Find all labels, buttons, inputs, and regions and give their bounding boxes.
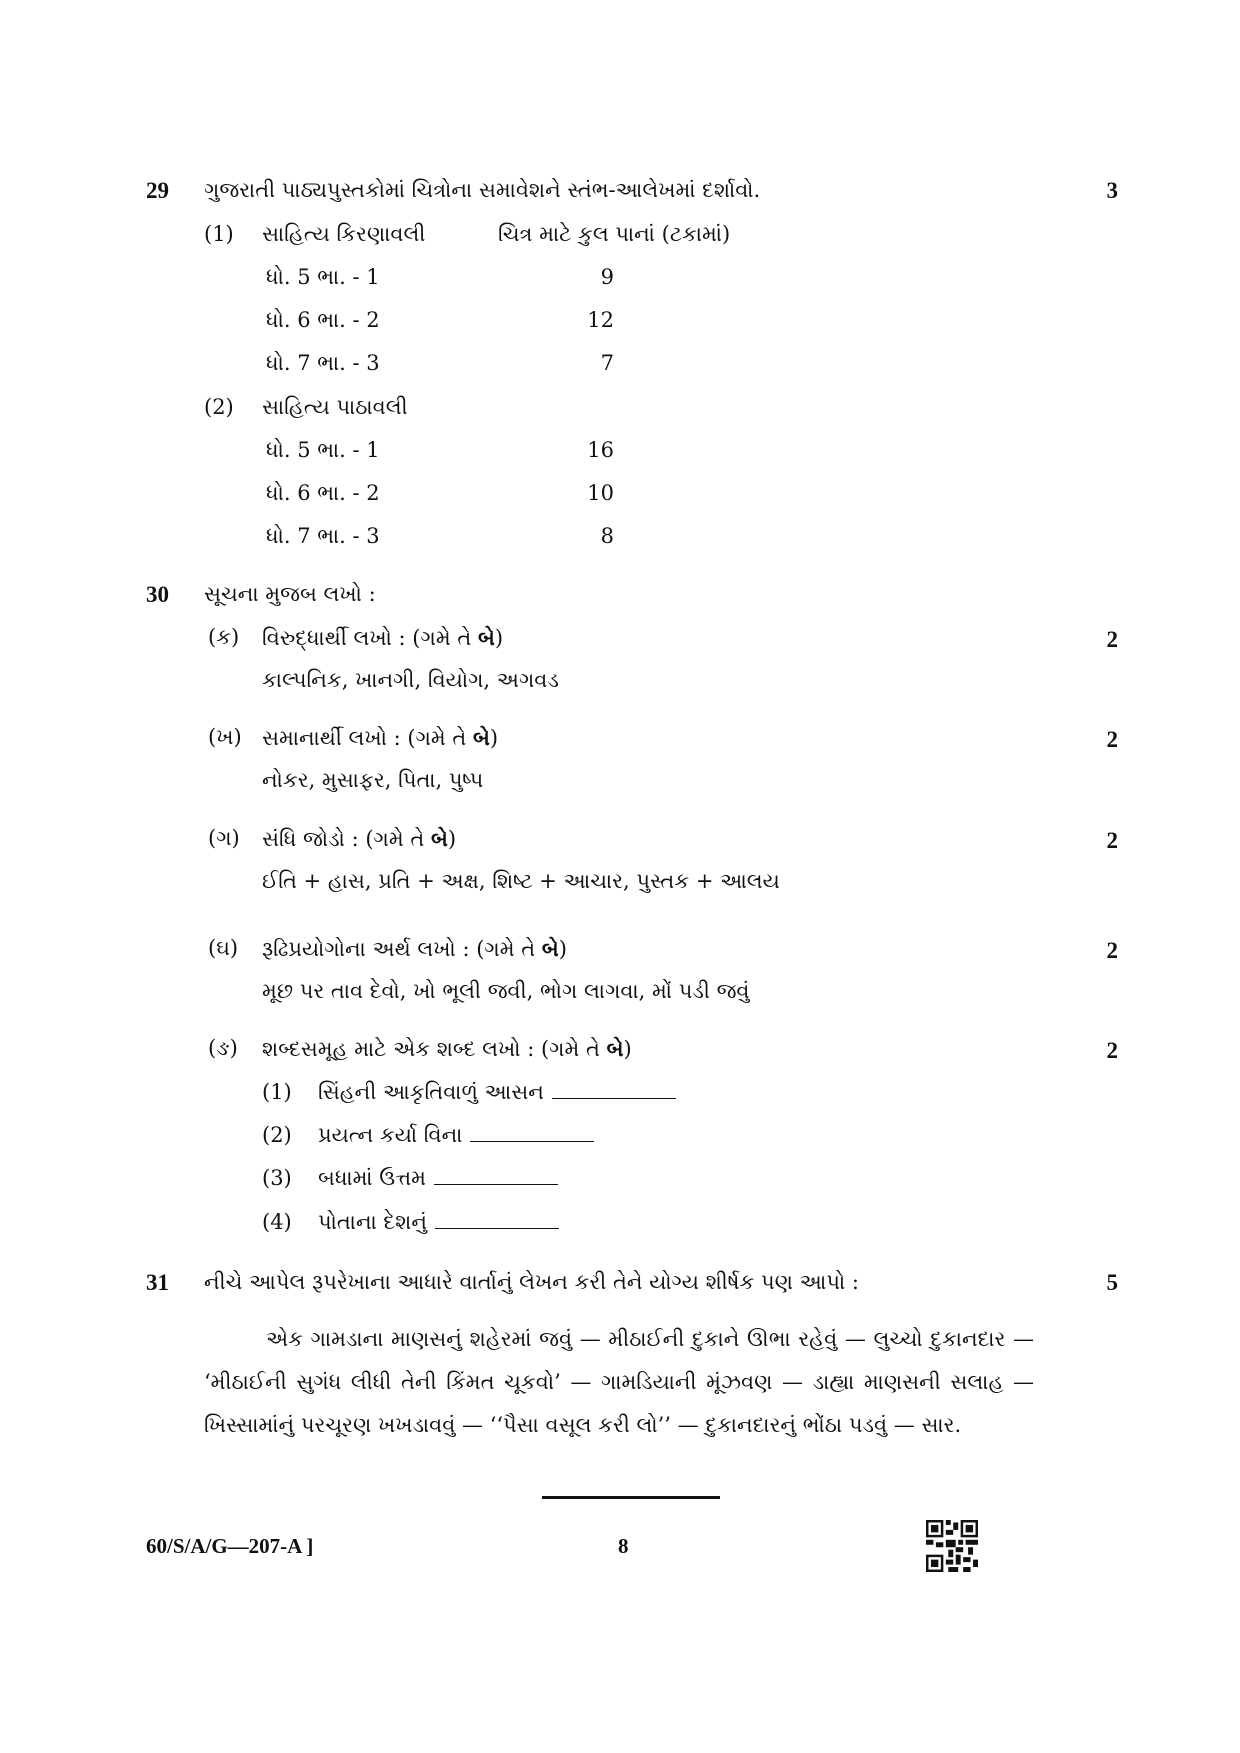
q29-g1-row-label: ધો. 7 ભા. - 3 <box>266 351 380 375</box>
q29-group2-index: (2) <box>204 395 234 419</box>
q29-group1-index: (1) <box>204 222 234 246</box>
q30-part-index: (ઘ) <box>208 936 239 960</box>
q30-sub-index: (3) <box>262 1166 292 1190</box>
q30-part-marks: 2 <box>1106 828 1118 853</box>
q30-part-prompt: સમાનાર્થી લખો : (ગમે તે બે) <box>262 725 499 750</box>
q29-marks: 3 <box>1106 178 1118 203</box>
q29-g1-row-value: 7 <box>600 351 614 375</box>
q30-sub-item: બધામાં ઉત્તમ <box>318 1166 558 1191</box>
q29-column-header: ચિત્ર માટે કુલ પાનાં (ટકામાં) <box>498 222 731 246</box>
q30-part-prompt: વિરુદ્ધાર્થી લખો : (ગમે તે બે) <box>262 625 504 650</box>
q30-part-prompt: સંધિ જોડો : (ગમે તે બે) <box>262 826 457 851</box>
answer-blank <box>435 1227 559 1229</box>
answer-blank <box>552 1097 676 1099</box>
q29-g2-row-value: 10 <box>587 481 614 505</box>
q30-text: સૂચના મુજબ લખો : <box>204 582 376 606</box>
q30-sub-index: (1) <box>262 1080 292 1104</box>
q30-sub-item: પોતાના દેશનું <box>318 1210 559 1235</box>
q30-part-prompt: રૂઢિપ્રયોગોના અર્થ લખો : (ગમે તે બે) <box>262 936 567 961</box>
q31-text: નીચે આપેલ રૂપરેખાના આધારે વાર્તાનું લેખન કરી તેને યોગ્ય શીર્ષક પણ આપો : <box>204 1270 859 1294</box>
q30-part-index: (ક) <box>208 625 240 649</box>
q31-outline <box>204 1318 1034 1447</box>
q30-part-index: (ગ) <box>208 826 240 850</box>
q30-part-marks: 2 <box>1106 627 1118 652</box>
q29-g1-row-value: 9 <box>600 265 614 289</box>
q29-number: 29 <box>146 178 169 203</box>
q31-outline-text: એક ગામડાના માણસનું શહેરમાં જવું — મીઠાઈની દુકાને ઊભા રહેવું — લુચ્ચો દુકાનદાર — ‘મીઠાઈની સુગંધ લીધી તેની કિંમત ચૂકવો’ — ગામડિયાની મૂંઝવણ — ડાહ્યા માણસની સલાહ — ખિસ્સામાંનું પરચૂરણ ખખડાવવું — ‘‘પૈસા વસૂલ કરી લો’’ — દુકાનદારનું ભોંઠા પડવું — સાર. <box>204 1327 1034 1437</box>
q30-sub-index: (4) <box>262 1210 292 1234</box>
q30-part-marks: 2 <box>1106 727 1118 752</box>
q30-part-items: કાલ્પનિક, ખાનગી, વિયોગ, અગવડ <box>262 668 559 692</box>
q30-part-prompt: શબ્દસમૂહ માટે એક શબ્દ લખો : (ગમે તે બે) <box>262 1036 632 1061</box>
q29-group2-title: સાહિત્ય પાઠાવલી <box>262 395 408 419</box>
q29-g2-row-value: 8 <box>600 524 614 548</box>
q30-part-items: મૂછ પર તાવ દેવો, ખો ભૂલી જવી, ભોગ લાગવા, મોં પડી જવું <box>262 979 750 1003</box>
paper-code: 60/S/A/G—207-A ] <box>146 1534 314 1558</box>
q30-sub-index: (2) <box>262 1123 292 1147</box>
q29-g2-row-label: ધો. 5 ભા. - 1 <box>266 438 380 462</box>
q29-g2-row-value: 16 <box>587 438 614 462</box>
q30-sub-item: પ્રયત્ન કર્યા વિના <box>318 1123 594 1148</box>
end-rule <box>542 1496 720 1499</box>
q29-g1-row-value: 12 <box>587 308 614 332</box>
q31-marks: 5 <box>1106 1270 1118 1295</box>
q29-group1-title: સાહિત્ય કિરણાવલી <box>262 222 426 246</box>
q30-part-index: (ઙ) <box>208 1036 238 1060</box>
q30-part-items: ઈતિ + હાસ, પ્રતિ + અક્ષ, શિષ્ટ + આચાર, પુસ્તક + આલય <box>262 869 780 893</box>
q29-g2-row-label: ધો. 7 ભા. - 3 <box>266 524 380 548</box>
q30-number: 30 <box>146 582 169 607</box>
q29-g2-row-label: ધો. 6 ભા. - 2 <box>266 481 380 505</box>
q29-g1-row-label: ધો. 5 ભા. - 1 <box>266 265 380 289</box>
q30-part-marks: 2 <box>1106 1038 1118 1063</box>
q31-number: 31 <box>146 1270 169 1295</box>
answer-blank <box>470 1140 594 1142</box>
q30-part-items: નોકર, મુસાફર, પિતા, પુષ્પ <box>262 768 484 792</box>
q30-sub-item: સિંહની આકૃતિવાળું આસન <box>318 1080 676 1105</box>
q30-part-marks: 2 <box>1106 938 1118 963</box>
page-number: 8 <box>618 1534 629 1558</box>
q29-text: ગુજરાતી પાઠ્યપુસ્તકોમાં ચિત્રોના સમાવેશને સ્તંભ-આલેખમાં દર્શાવો. <box>204 178 761 202</box>
q29-g1-row-label: ધો. 6 ભા. - 2 <box>266 308 380 332</box>
qr-code-icon <box>926 1520 978 1572</box>
q30-part-index: (ખ) <box>208 725 242 749</box>
answer-blank <box>434 1183 558 1185</box>
